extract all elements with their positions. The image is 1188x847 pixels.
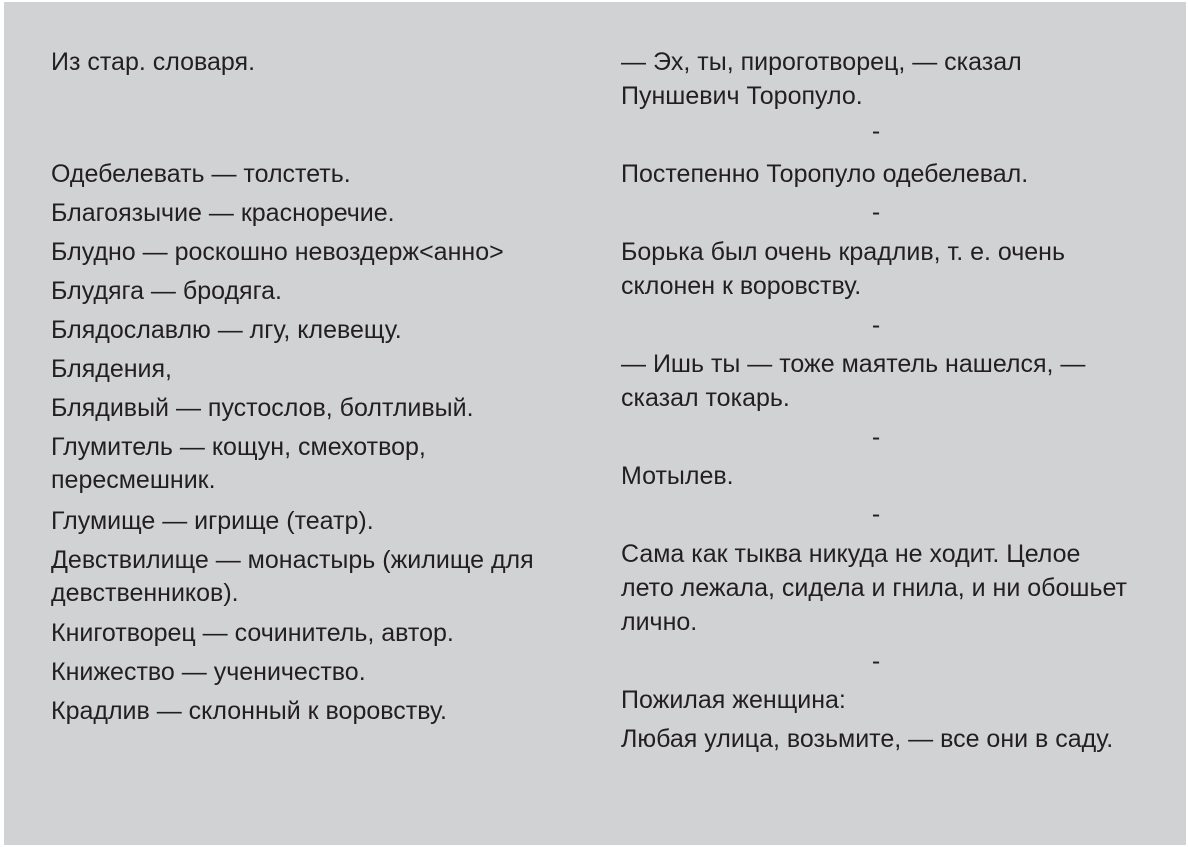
dictionary-entry: Одебелевать — толстеть. xyxy=(51,160,351,188)
section-separator: - xyxy=(871,647,881,675)
dictionary-entry: Книготворец — сочинитель, автор. xyxy=(51,619,454,647)
section-separator: - xyxy=(871,117,881,145)
section-separator: - xyxy=(871,423,881,451)
prose-line: Постепенно Торопуло одебелевал. xyxy=(621,160,1029,188)
dictionary-entry: Блядославлю — лгу, клевещу. xyxy=(51,316,402,344)
prose-line: — Ишь ты — тоже маятель нашелся, — xyxy=(621,350,1086,378)
dictionary-entry: Блядивый — пустослов, болтливый. xyxy=(51,394,474,422)
prose-line: сказал токарь. xyxy=(621,384,790,412)
prose-line: лето лежала, сидела и гнила, и ни обошьет xyxy=(621,574,1128,602)
prose-line: Мотылев. xyxy=(621,462,734,490)
document-page xyxy=(4,2,1186,845)
prose-line: Сама как тыква никуда не ходит. Целое xyxy=(621,540,1081,568)
dictionary-entry: Девствилище — монастырь (жилище для xyxy=(51,546,534,574)
dictionary-entry: Глумище — игрище (театр). xyxy=(51,507,374,535)
prose-line: Любая улица, возьмите, — все они в саду. xyxy=(621,725,1114,753)
prose-line: Борька был очень крадлив, т. е. очень xyxy=(621,238,1065,266)
dictionary-entry: Крадлив — склонный к воровству. xyxy=(51,697,447,725)
section-separator: - xyxy=(871,500,881,528)
prose-line: Пуншевич Торопуло. xyxy=(621,82,863,110)
prose-line: склонен к воровству. xyxy=(621,272,862,300)
section-separator: - xyxy=(871,198,881,226)
prose-line: — Эх, ты, пироготворец, — сказал xyxy=(621,48,1022,76)
prose-line: Пожилая женщина: xyxy=(621,686,846,714)
dictionary-entry: Блудяга — бродяга. xyxy=(51,277,282,305)
section-separator: - xyxy=(871,311,881,339)
dictionary-heading: Из стар. словаря. xyxy=(51,48,256,76)
dictionary-entry: Благоязычие — красноречие. xyxy=(51,199,395,227)
dictionary-entry: Книжество — ученичество. xyxy=(51,658,366,686)
dictionary-entry: Блудно — роскошно невоздерж<анно> xyxy=(51,238,504,266)
prose-line: лично. xyxy=(621,608,698,636)
dictionary-entry: Блядения, xyxy=(51,355,172,383)
dictionary-entry: Глумитель — кощун, смехотвор, xyxy=(51,433,426,461)
dictionary-entry: пересмешник. xyxy=(51,466,216,494)
dictionary-entry: девственников). xyxy=(51,579,239,607)
